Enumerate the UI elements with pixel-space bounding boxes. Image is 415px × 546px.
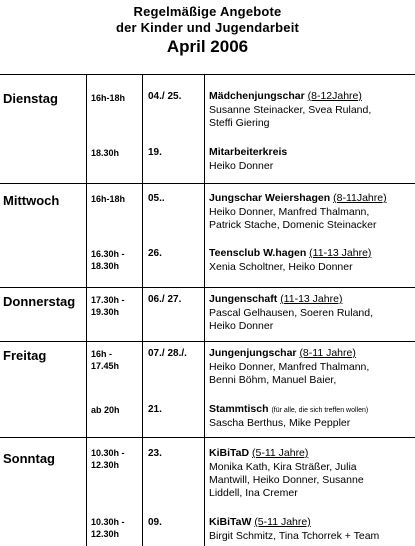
divider-top xyxy=(0,74,415,75)
event-people xyxy=(209,461,364,500)
event-name: Stammtisch xyxy=(209,403,269,415)
date-cell: 26. xyxy=(148,248,162,259)
time-cell: 16h-18h xyxy=(91,194,126,204)
time-end: 12.30h xyxy=(91,460,120,470)
people-line: Birgit Schmitz, Tina Tchorrek + Team xyxy=(209,530,380,542)
time-end: 18.30h xyxy=(91,261,120,271)
event-name: KiBiTaD xyxy=(209,447,250,459)
date-cell: 09. xyxy=(148,517,162,528)
event-title xyxy=(209,247,371,259)
event-title xyxy=(209,90,362,102)
day-mittwoch: Mittwoch xyxy=(3,193,60,208)
people-line: Heiko Donner xyxy=(209,320,274,332)
time-cell: 16h-18h xyxy=(91,93,126,103)
date-cell: 21. xyxy=(148,404,162,415)
day-freitag: Freitag xyxy=(3,348,47,363)
event-name: Teensclub W.hagen xyxy=(209,247,307,259)
time-cell xyxy=(91,248,125,272)
event-people xyxy=(209,417,350,430)
header-line-2: der Kinder und Jugendarbeit xyxy=(115,20,300,35)
divider-freitag xyxy=(0,341,415,342)
date-cell: 06./ 27. xyxy=(148,294,182,305)
time-cell xyxy=(91,516,125,540)
people-line: Xenia Scholtner, Heiko Donner xyxy=(209,261,353,273)
event-name: Jungenjungschar xyxy=(209,347,297,359)
event-people xyxy=(209,261,353,274)
date-cell: 04./ 25. xyxy=(148,91,182,102)
event-name: Jungschar Weiershagen xyxy=(209,192,331,204)
event-note: (für alle, die sich treffen wollen) xyxy=(271,407,369,414)
event-name: Mitarbeiterkreis xyxy=(209,146,288,158)
event-name: Jungenschaft xyxy=(209,293,278,305)
day-sonntag: Sonntag xyxy=(3,451,55,466)
time-start: 16.30h - xyxy=(91,249,125,259)
event-people xyxy=(209,104,371,130)
event-age: (11-13 Jahre) xyxy=(309,247,372,259)
event-people xyxy=(209,361,369,387)
people-line: Benni Böhm, Manuel Baier, xyxy=(209,374,337,386)
time-start: 17.30h - xyxy=(91,295,125,305)
date-cell: 23. xyxy=(148,448,162,459)
event-title xyxy=(209,192,387,204)
event-people xyxy=(209,530,379,543)
event-age: (8-11 Jahre) xyxy=(299,347,356,359)
divider-mittwoch xyxy=(0,183,415,184)
date-cell: 07./ 28./. xyxy=(148,348,187,359)
people-line: Mantwill, Heiko Donner, Susanne xyxy=(209,474,364,486)
event-name: Mädchenjungschar xyxy=(209,90,305,102)
date-cell: 19. xyxy=(148,147,162,158)
time-cell xyxy=(91,294,125,318)
time-start: 16h - xyxy=(91,349,113,359)
people-line: Heiko Donner, Manfred Thalmann, xyxy=(209,361,370,373)
event-people xyxy=(209,206,377,232)
event-title xyxy=(209,403,368,415)
time-cell xyxy=(91,447,125,471)
people-line: Patrick Stache, Domenic Steinacker xyxy=(209,219,377,231)
event-age: (11-13 Jahre) xyxy=(280,293,343,305)
time-start: 10.30h - xyxy=(91,448,125,458)
divider-donnerstag xyxy=(0,287,415,288)
divider-sonntag xyxy=(0,437,415,438)
event-age: (5-11 Jahre) xyxy=(251,447,309,459)
column-divider-date xyxy=(204,74,205,546)
people-line: Liddell, Ina Cremer xyxy=(209,487,298,499)
time-start: 10.30h - xyxy=(91,517,125,527)
column-divider-day xyxy=(86,74,87,546)
event-age: (8-11Jahre) xyxy=(333,192,387,204)
day-donnerstag: Donnerstag xyxy=(3,294,76,309)
header-month: April 2006 xyxy=(166,37,249,56)
people-line: Heiko Donner xyxy=(209,160,274,172)
event-age: (5-11 Jahre) xyxy=(254,516,311,528)
event-title xyxy=(209,293,342,305)
time-end: 12.30h xyxy=(91,529,120,539)
event-people xyxy=(209,160,273,173)
time-cell xyxy=(91,348,119,372)
people-line: Susanne Steinacker, Svea Ruland, xyxy=(209,104,372,116)
day-dienstag: Dienstag xyxy=(3,91,58,106)
event-title xyxy=(209,447,308,459)
event-age: (8-12Jahre) xyxy=(307,90,362,102)
header-line-1: Regelmäßige Angebote xyxy=(133,4,282,19)
people-line: Monika Kath, Kira Sträßer, Julia xyxy=(209,461,357,473)
people-line: Steffi Giering xyxy=(209,117,270,129)
people-line: Heiko Donner, Manfred Thalmann, xyxy=(209,206,370,218)
people-line: Pascal Gelhausen, Soeren Ruland, xyxy=(209,307,374,319)
date-cell: 05.. xyxy=(148,193,165,204)
time-cell: 18.30h xyxy=(91,148,120,158)
event-title xyxy=(209,146,287,158)
event-title xyxy=(209,347,356,359)
event-name: KiBiTaW xyxy=(209,516,252,528)
column-divider-time xyxy=(142,74,143,546)
event-people xyxy=(209,307,373,333)
time-end: 19.30h xyxy=(91,307,120,317)
event-title xyxy=(209,516,311,528)
time-end: 17.45h xyxy=(91,361,120,371)
time-cell: ab 20h xyxy=(91,405,120,415)
people-line: Sascha Berthus, Mike Peppler xyxy=(209,417,351,429)
